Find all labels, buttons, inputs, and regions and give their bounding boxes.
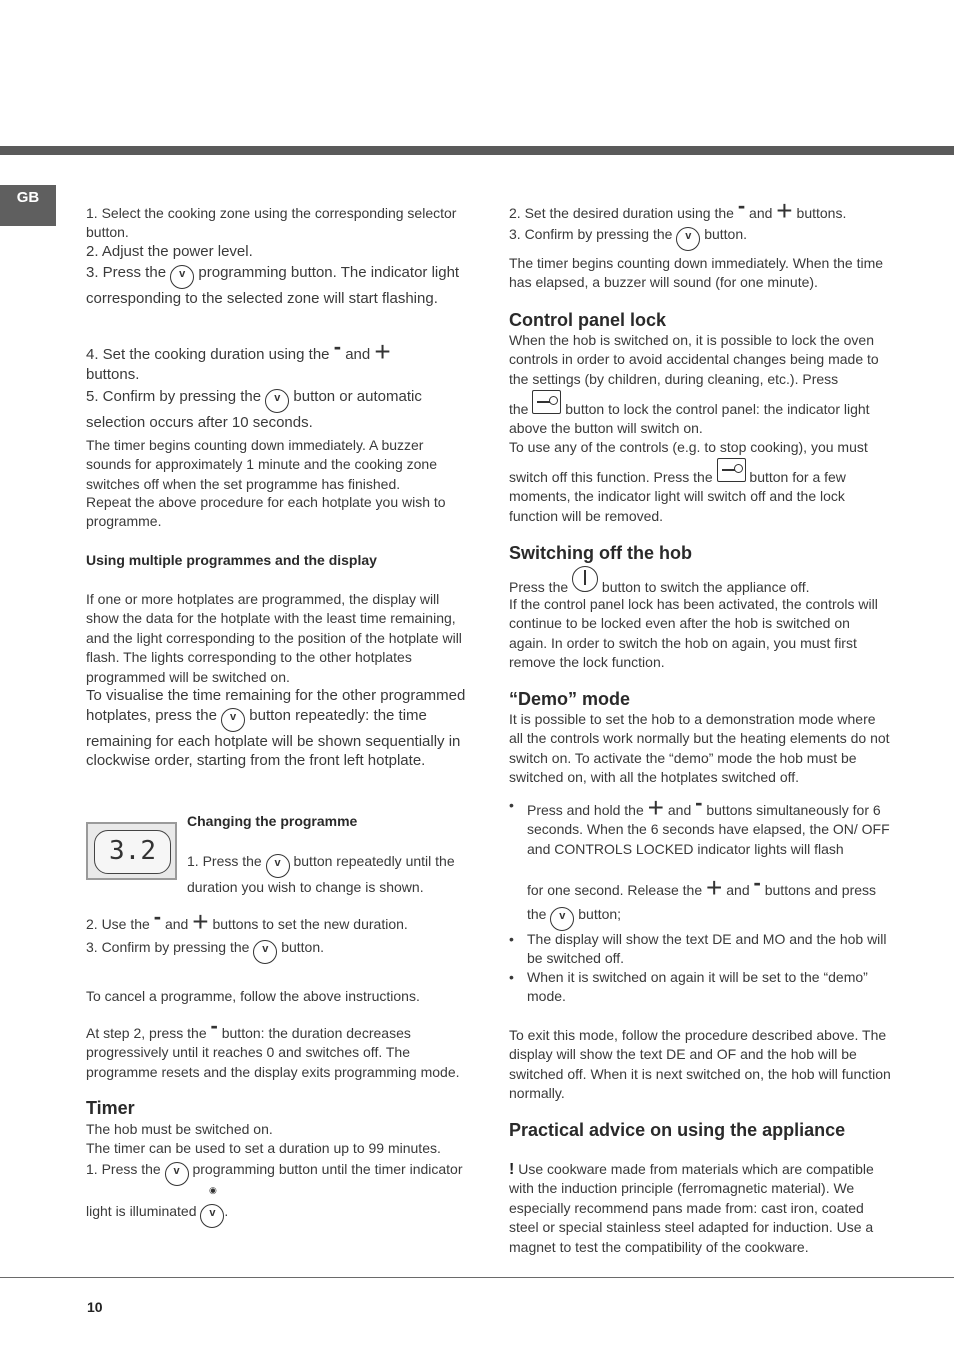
change-step-2: 2. Use the - and + buttons to set the new duration. xyxy=(86,904,408,937)
timer-step-3: 3. Confirm by pressing the v button. xyxy=(509,225,891,251)
plus-icon: + xyxy=(192,906,209,937)
power-icon xyxy=(572,566,598,592)
lock-text-2: the button to lock the control panel: the indicator light above the button will switch on. xyxy=(509,390,891,439)
plus-icon: + xyxy=(374,336,391,367)
display-illustration xyxy=(86,822,177,880)
warning-icon: ! xyxy=(509,1161,515,1178)
programming-clock-icon: v xyxy=(165,1162,189,1186)
indicator-light-icon: ◉ xyxy=(209,1185,217,1195)
change-step-1: 1. Press the v button repeatedly until the duration you wish to change is shown. xyxy=(187,853,455,895)
footer-rule xyxy=(0,1277,954,1278)
change-step-3: 3. Confirm by pressing the v button. xyxy=(86,938,468,964)
lock-text-1: When the hob is switched on, it is possible to lock the oven controls in order to avoid accidental changes being made to the settings (by children, during cleaning, etc.). Press xyxy=(509,332,879,387)
timer-countdown-text: The timer begins counting down immediately. When the time has elapsed, a buzzer will sound (for one minute). xyxy=(509,255,884,291)
page-number: 10 xyxy=(87,1299,103,1315)
programming-clock-icon: v xyxy=(266,854,290,878)
off-text-2: If the control panel lock has been activated, the controls will continue to be locked even after the hob is switched on again. In order to switch the hob on again, you must first remove the lock function. xyxy=(509,596,878,671)
practical-advice-heading: Practical advice on using the appliance xyxy=(509,1120,846,1140)
cancel-text: To cancel a programme, follow the above instructions. xyxy=(86,988,420,1004)
timer-text-1: The hob must be switched on. xyxy=(86,1121,273,1137)
step-3: 3. Press the v programming button. The indicator light corresponding to the selected zone will start flashing. xyxy=(86,264,460,307)
timer-description: The timer begins counting down immediately. A buzzer sounds for approximately 1 minute and the cooking zone switches off when the set programme has finished. xyxy=(86,437,437,492)
advice-text: ! Use cookware made from materials which are compatible with the induction principle (ferromagnetic material). We especially recommend pans made from: cast iron, coated steel or special stainless steel adapted for induction. Use a magnet to test the compatibility of the cookware. xyxy=(509,1161,874,1255)
minus-icon: - xyxy=(737,193,746,218)
bullet-icon: • xyxy=(509,931,514,947)
timer-heading: Timer xyxy=(86,1098,135,1118)
lock-text-3: To use any of the controls (e.g. to stop cooking), you must xyxy=(509,439,868,455)
minus-icon: - xyxy=(210,1013,218,1038)
repeat-note: Repeat the above procedure for each hotplate you wish to programme. xyxy=(86,494,446,530)
programming-clock-icon: v xyxy=(200,1204,224,1228)
step-5: 5. Confirm by pressing the v button or automatic selection occurs after 10 seconds. xyxy=(86,388,422,431)
step-2: 2. Adjust the power level. xyxy=(86,243,253,260)
demo-bullet-2: • The display will show the text DE and MO and the hob will be switched off. xyxy=(509,931,887,967)
programming-clock-icon: v xyxy=(253,940,277,964)
switching-off-heading: Switching off the hob xyxy=(509,543,692,563)
timer-text-2: The timer can be used to set a duration up to 99 minutes. xyxy=(86,1140,441,1156)
demo-bullet-3: • When it is switched on again it will be set to the “demo” mode. xyxy=(509,969,868,1005)
display-value: 3.2 xyxy=(94,830,171,874)
lock-text-4: switch off this function. Press the button for a few moments, the indicator light will switch off and the lock function will be removed. xyxy=(509,458,891,526)
demo-bullet-1: • Press and hold the + and - buttons simultaneously for 6 seconds. When the 6 seconds have elapsed, the ON/ OFF and CONTROLS LOCKED indicator lights will flash for one second. Release the + and - buttons and press the v button; xyxy=(509,796,891,931)
step-1: 1. Select the cooking zone using the corresponding selector button. xyxy=(86,205,457,241)
programming-clock-icon: v xyxy=(676,227,700,251)
demo-mode-heading: “Demo” mode xyxy=(509,689,631,709)
header-bar xyxy=(0,146,954,155)
plus-icon: + xyxy=(647,792,664,823)
key-lock-icon xyxy=(717,458,746,482)
minus-icon: - xyxy=(153,904,162,929)
programming-clock-icon: v xyxy=(550,907,574,931)
programming-clock-icon: v xyxy=(221,708,245,732)
plus-icon: + xyxy=(776,195,793,226)
key-lock-icon xyxy=(532,390,561,414)
timer-step-1: 1. Press the v programming button until the timer indicator xyxy=(86,1160,468,1186)
minus-icon: - xyxy=(333,334,342,359)
language-tab: GB xyxy=(0,185,56,226)
changing-programme-heading: Changing the programme xyxy=(187,813,358,829)
timer-step-2: 2. Set the desired duration using the - and + buttons. xyxy=(509,193,847,226)
timer-step-1-cont: light is illuminated v . xyxy=(86,1202,468,1228)
programming-clock-icon: v xyxy=(170,265,194,289)
demo-exit-text: To exit this mode, follow the procedure described above. The display will show the text DE and OF and the hob will be switched off. When it is next switched on, the hob will function normally. xyxy=(509,1027,891,1102)
control-panel-lock-heading: Control panel lock xyxy=(509,310,667,330)
minus-icon: - xyxy=(695,790,703,815)
step-4: 4. Set the cooking duration using the - and + buttons. xyxy=(86,334,391,383)
minus-icon: - xyxy=(753,870,761,896)
visualise-text: To visualise the time remaining for the other programmed hotplates, press the v button repeatedly: the time remaining for each hotplate will be shown sequentially in clockwise order, starting from the front left hotplate. xyxy=(86,687,466,770)
programming-clock-icon: v xyxy=(265,389,289,413)
step-2-note: At step 2, press the - button: the duration decreases progressively until it reaches 0 and switches off. The programme resets and the display exits programming mode. xyxy=(86,1013,460,1080)
off-text-1: Press the button to switch the appliance off. xyxy=(509,566,891,597)
plus-icon: + xyxy=(706,872,723,904)
bullet-icon: • xyxy=(509,797,514,813)
multi-programmes-heading: Using multiple programmes and the display xyxy=(86,552,377,568)
bullet-icon: • xyxy=(509,969,514,985)
demo-text: It is possible to set the hob to a demonstration mode where all the controls work normally but the heating elements do not switch on. To activate the “demo” mode the hob must be switched on, with all the hotplates switched off. xyxy=(509,711,890,786)
multi-programmes-text: If one or more hotplates are programmed, the display will show the data for the hotplate with the least time remaining, and the light corresponding to the position of the hotplate will flash. The lights corresponding to the other hotplates programmed will be switched on. xyxy=(86,591,462,685)
